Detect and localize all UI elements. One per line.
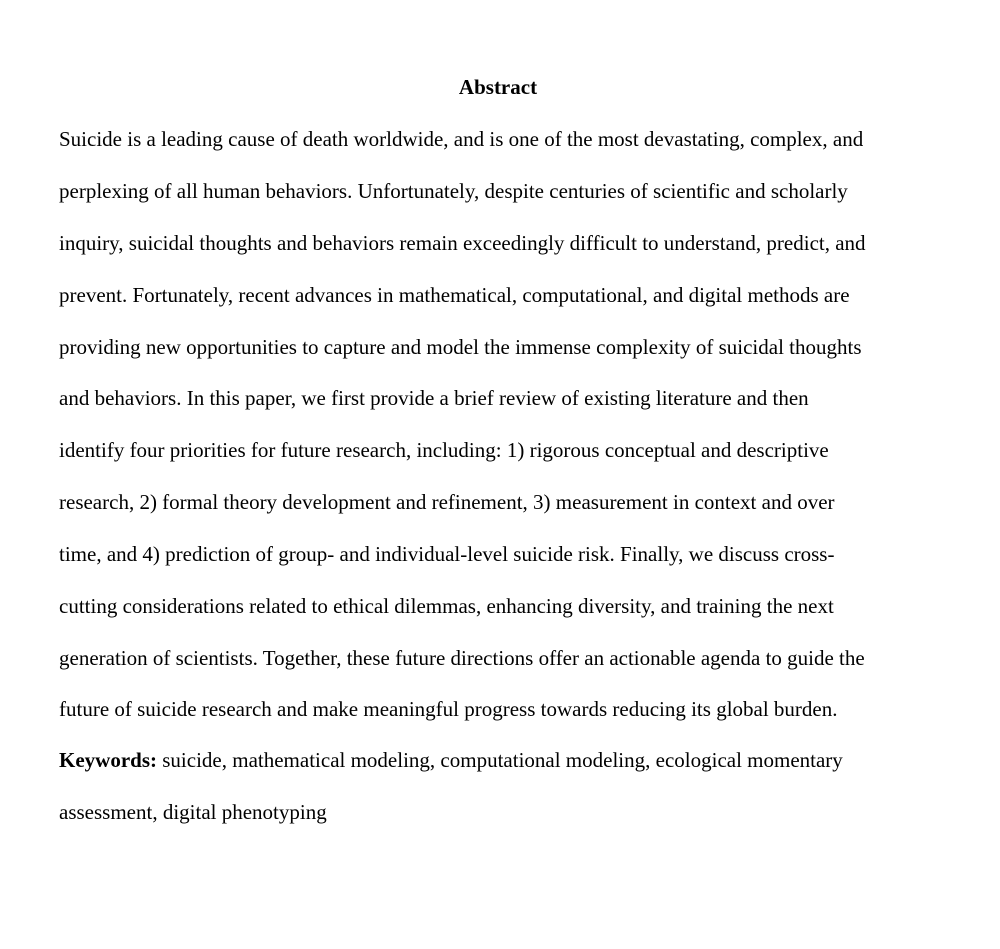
abstract-line: time, and 4) prediction of group- and individual-level suicide risk. Finally, we discuss cross-	[59, 542, 835, 566]
abstract-line: research, 2) formal theory development and refinement, 3) measurement in context and over	[59, 490, 835, 514]
keywords-line	[59, 746, 843, 774]
abstract-line: and behaviors. In this paper, we first provide a brief review of existing literature and then	[59, 386, 809, 410]
abstract-line: future of suicide research and make meaningful progress towards reducing its global burden.	[59, 697, 838, 721]
keywords-text: suicide, mathematical modeling, computational modeling, ecological momentary	[157, 748, 843, 772]
abstract-line: perplexing of all human behaviors. Unfortunately, despite centuries of scientific and scholarly	[59, 179, 848, 203]
abstract-line: Suicide is a leading cause of death worldwide, and is one of the most devastating, complex, and	[59, 127, 864, 151]
abstract-line: prevent. Fortunately, recent advances in mathematical, computational, and digital methods are	[59, 283, 850, 307]
keywords-label: Keywords:	[59, 748, 157, 772]
abstract-heading: Abstract	[458, 75, 538, 99]
keywords-line-continued: assessment, digital phenotyping	[59, 800, 327, 824]
abstract-line: generation of scientists. Together, these future directions offer an actionable agenda to guide the	[59, 646, 865, 670]
abstract-line: inquiry, suicidal thoughts and behaviors remain exceedingly difficult to understand, predict, and	[59, 231, 866, 255]
abstract-line: cutting considerations related to ethical dilemmas, enhancing diversity, and training the next	[59, 594, 834, 618]
abstract-line: identify four priorities for future research, including: 1) rigorous conceptual and descriptive	[59, 438, 829, 462]
abstract-line: providing new opportunities to capture and model the immense complexity of suicidal thoughts	[59, 335, 862, 359]
